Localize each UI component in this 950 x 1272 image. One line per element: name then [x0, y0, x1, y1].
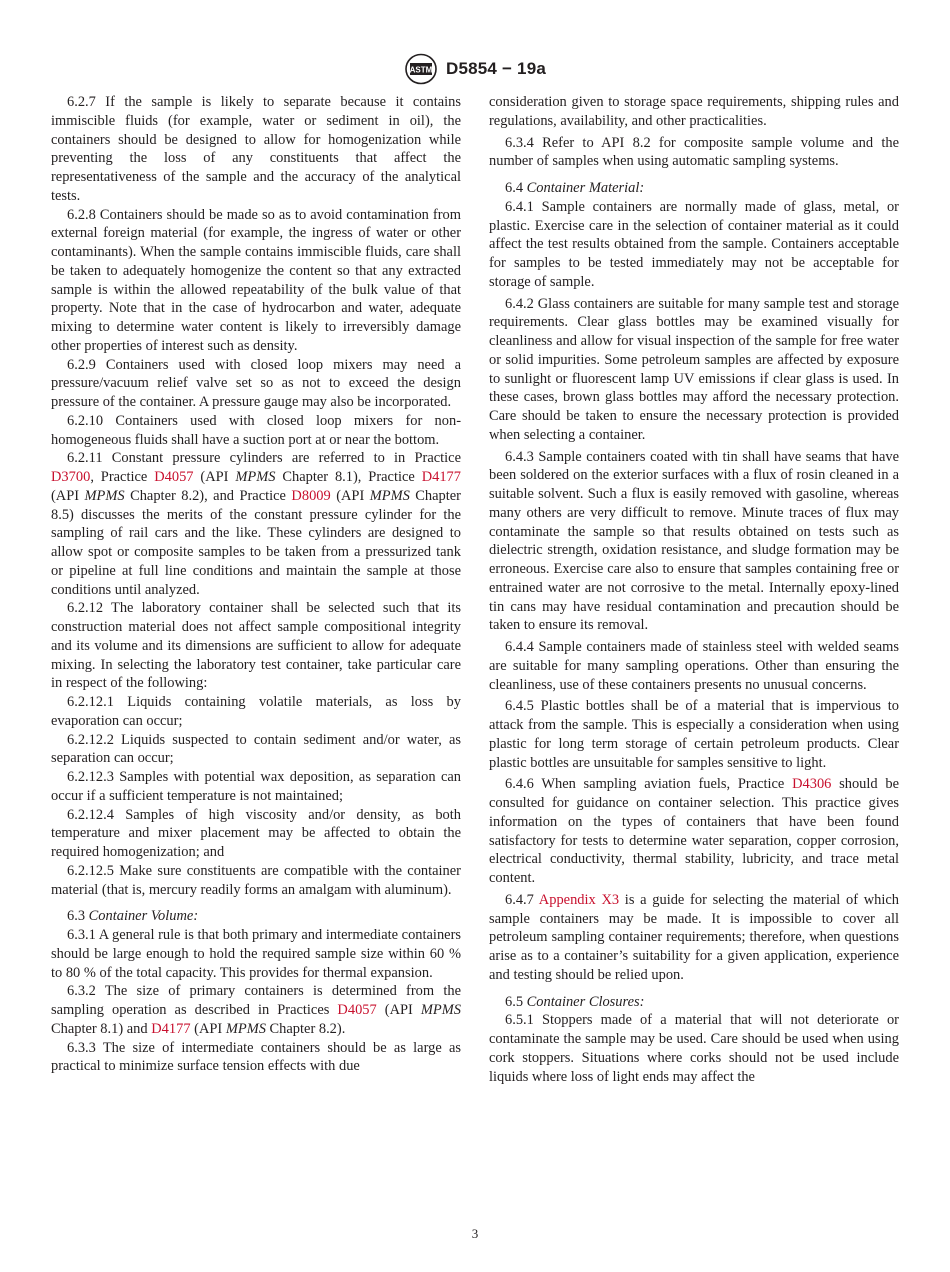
link-d3700[interactable]: D3700 — [51, 469, 91, 485]
para-6-3-3-continued: consideration given to storage space requirements, shipping rules and regulations, availability, and other practicalities. — [489, 94, 899, 129]
section-heading-6-4: 6.4 Container Material: — [505, 180, 645, 196]
page-number: 3 — [471, 1226, 479, 1241]
para-6-2-7: 6.2.7 If the sample is likely to separate because it contains immiscible fluids (for example, water or sediment in oil), the containers should be designed to allow for homogenization while preventing the loss of any constituents that affect the representativeness of the sample and the accuracy of the analytical tests. — [51, 94, 461, 204]
link-d4057[interactable]: D4057 — [154, 469, 194, 485]
link-d4177[interactable]: D4177 — [421, 469, 461, 485]
logo-text: ASTM — [409, 65, 433, 75]
section-heading-6-3: 6.3 Container Volume: — [67, 908, 199, 925]
para-6-2-12-2: 6.2.12.2 Liquids suspected to contain sediment and/or water, as separation can occur; — [51, 731, 461, 767]
astm-logo-icon — [404, 53, 438, 85]
section-heading-6-5: 6.5 Container Closures: — [505, 993, 645, 1010]
left-column — [51, 93, 461, 1076]
para-6-2-12-3: 6.2.12.3 Samples with potential wax deposition, as separation can occur if a sufficient temperature is not maintained; — [51, 769, 461, 804]
link-d4306[interactable]: D4306 — [792, 776, 832, 793]
para-6-2-12: 6.2.12 The laboratory container shall be selected such that its construction material does not affect sample compositional integrity and its volume and its dimensions are sufficient to allow for adequate mixing. In selecting the laboratory test container, take particular care in respect of the following: — [51, 600, 461, 692]
link-d8009[interactable]: D8009 — [291, 487, 331, 504]
link-appendix-x3[interactable]: Appendix X3 — [538, 891, 620, 908]
para-6-4-6: 6.4.6 When sampling aviation fuels, Practice D4306 should be consulted for guidance on container selection. This practice gives information on the types of containers that have been found satisfactory for tests to determine water separation, copper corrosion, electrical conductivity, thermal stability, lubricity, and trace metal content. — [489, 776, 899, 886]
para-6-3-3: 6.3.3 The size of intermediate containers should be as large as practical to minimize surface tension effects with due — [51, 1039, 461, 1075]
para-6-3-4: 6.3.4 Refer to API 8.2 for composite sample volume and the number of samples when using automatic sampling systems. — [489, 134, 899, 170]
para-6-3-1: 6.3.1 A general rule is that both primary and intermediate containers should be large enough to hold the required sample size within 60 % to 80 % of the total capacity. This provides for thermal expansion. — [51, 927, 461, 981]
para-6-2-9: 6.2.9 Containers used with closed loop mixers may need a pressure/vacuum relief valve set so as not to exceed the design pressure of the container. A pressure gauge may also be incorporated. — [51, 356, 461, 410]
para-6-3-2: 6.3.2 The size of primary containers is determined from the sampling operation as described in Practices D4057 (API MPMS Chapter 8.1) and D4177 (API MPMS Chapter 8.2). — [51, 983, 461, 1037]
link-d4177[interactable]: D4177 — [151, 1020, 191, 1037]
link-d4057[interactable]: D4057 — [337, 1002, 377, 1018]
para-6-2-12-1: 6.2.12.1 Liquids containing volatile materials, as loss by evaporation can occur; — [51, 694, 461, 729]
para-6-2-8: 6.2.8 Containers should be made so as to avoid contamination from external foreign material (for example, the ingress of water or other contaminants). When the sample contains immiscible fluids, care shall be taken to adequately homogenize the content so that any extracted sample is within the allowed repeatability of the bulk value of that property. Note that in the case of hydrocarbon and water, adequate mixing to determine water content is likely to irreversibly damage other properties of interest such as density. — [51, 206, 461, 354]
para-6-4-3: 6.4.3 Sample containers coated with tin shall have seams that have been soldered on the exterior surfaces with a flux of rosin cleaned in a suitable solvent. Such a flux is easily removed with gasoline, whereas many others are very difficult to remove. Minute traces of flux may contaminate the sample so that results obtained on tests such as dielectric strength, oxidation resistance, and sludge formation may be erroneous. Exercise care also to ensure that samples containing free or entrained water are not corrosive to the metal. Internally epoxy-lined tin cans may have residual contamination and precaution should be taken to ensure its removal. — [489, 448, 899, 634]
para-6-4-7: 6.4.7 Appendix X3 is a guide for selecting the material of which sample containers may be made. It is impossible to cover all petroleum sampling container requirements; therefore, when questions arise as to a container’s suitability for a given application, experience and testing should be relied upon. — [489, 891, 899, 983]
para-6-4-5: 6.4.5 Plastic bottles shall be of a material that is impervious to attack from the sample. This is especially a consideration when using plastic for long term storage of certain petroleum products. Clear plastic bottles are unsuitable for samples sensitive to light. — [489, 698, 899, 771]
right-column — [489, 93, 899, 1086]
para-6-2-12-4: 6.2.12.4 Samples of high viscosity and/or density, as both temperature and mixer placement may be affected to obtain the required homogenization; and — [51, 806, 461, 860]
para-6-4-2: 6.4.2 Glass containers are suitable for many sample test and storage requirements. Clear glass bottles may be examined visually for cleanliness and allow for visual inspection of the sample for free water or solid impurities. Some petroleum samples are affected by exposure to sunlight or fluorescent lamp UV emissions if clear glass is used. In these cases, brown glass bottles may afford the necessary protection. Care should be taken to ensure the necessary protection is provided when selecting a container. — [489, 295, 899, 443]
para-6-2-12-5: 6.2.12.5 Make sure constituents are compatible with the container material (that is, mercury readily forms an amalgam with aluminum). — [51, 862, 461, 898]
para-6-4-4: 6.4.4 Sample containers made of stainless steel with welded seams are suitable for many sampling operations. Other than ensuring the cleanliness, use of these containers presents no unusual concerns. — [489, 639, 899, 693]
document-designation: D5854 − 19a — [445, 59, 547, 78]
para-6-2-11: 6.2.11 Constant pressure cylinders are referred to in Practice D3700, Practice D4057 (API MPMS Chapter 8.1), Practice D4177 (API MPMS Chapter 8.2), and Practice D8009 (API MPMS Chapter 8.5) discusses the merits of the constant pressure cylinder for the sampling of rail cars and the like. These cylinders are designed to allow spot or composite samples to be taken from a pressurized tank or pipeline at full line conditions and maintain the sample at those conditions until analyzed. — [51, 450, 461, 598]
para-6-5-1: 6.5.1 Stoppers made of a material that will not deteriorate or contaminate the sample may be used. Care should be used when using cork stoppers. Situations where corks should not be used include liquids where loss of light ends may affect the — [489, 1012, 899, 1085]
para-6-2-10: 6.2.10 Containers used with closed loop mixers for non-homogeneous fluids shall have a suction port at or near the bottom. — [51, 412, 461, 448]
page-header — [0, 52, 950, 86]
para-6-4-1: 6.4.1 Sample containers are normally made of glass, metal, or plastic. Exercise care in the selection of container material as it could affect the test results obtained from the sample. Containers acceptable for samples to be tested immediately may not be acceptable for storage of sample. — [489, 198, 899, 290]
